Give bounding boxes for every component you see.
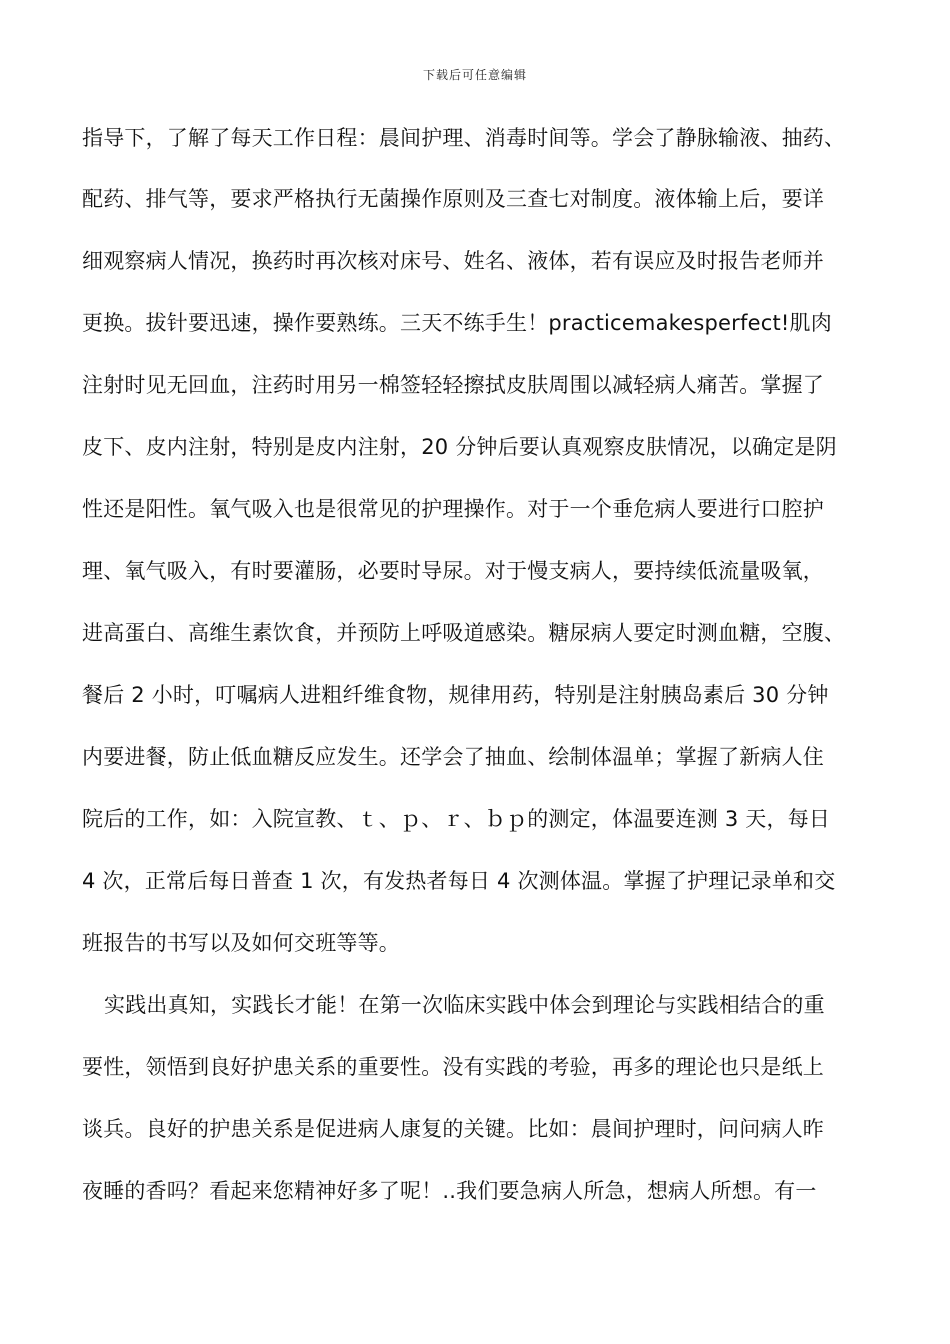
text-line: 皮下、皮内注射，特别是皮内注射，20 分钟后要认真观察皮肤情况，以确定是阴 <box>82 435 837 459</box>
text-line: 餐后 2 小时，叮嘱病人进粗纤维食物，规律用药，特别是注射胰岛素后 30 分钟 <box>82 683 829 707</box>
text-line: 院后的工作，如：入院宣教、ｔ、ｐ、ｒ、ｂｐ的测定，体温要连测 3 天，每日 <box>82 807 831 831</box>
text-line: 注射时见无回血，注药时用另一棉签轻轻擦拭皮肤周围以减轻病人痛苦。掌握了 <box>82 373 824 397</box>
text-line: 夜睡的香吗？看起来您精神好多了呢！..我们要急病人所急，想病人所想。有一 <box>82 1179 817 1203</box>
text-line: 要性，领悟到良好护患关系的重要性。没有实践的考验，再多的理论也只是纸上 <box>82 1055 824 1079</box>
text-line: 进高蛋白、高维生素饮食，并预防上呼吸道感染。糖尿病人要定时测血糖，空腹、 <box>82 621 846 645</box>
text-line: 指导下，了解了每天工作日程：晨间护理、消毒时间等。学会了静脉输液、抽药、 <box>82 126 846 150</box>
text-line: 更换。拔针要迅速，操作要熟练。三天不练手生！practicemakesperfect!肌肉 <box>82 311 832 335</box>
text-line: 班报告的书写以及如何交班等等。 <box>82 931 400 955</box>
text-line: 配药、排气等，要求严格执行无菌操作原则及三查七对制度。液体输上后，要详 <box>82 187 824 211</box>
page-header: 下载后可任意编辑 <box>422 68 527 82</box>
text-line: 实践出真知，实践长才能！在第一次临床实践中体会到理论与实践相结合的重 <box>104 993 825 1017</box>
text-line: 细观察病人情况，换药时再次核对床号、姓名、液体，若有误应及时报告老师并 <box>82 249 824 273</box>
text-line: 4 次，正常后每日普查 1 次，有发热者每日 4 次测体温。掌握了护理记录单和交 <box>82 869 836 893</box>
text-line: 性还是阳性。氧气吸入也是很常见的护理操作。对于一个垂危病人要进行口腔护 <box>82 497 824 521</box>
text-line: 谈兵。良好的护患关系是促进病人康复的关键。比如：晨间护理时，问问病人昨 <box>82 1117 824 1141</box>
text-line: 内要进餐，防止低血糖反应发生。还学会了抽血、绘制体温单；掌握了新病人住 <box>82 745 824 769</box>
text-line: 理、氧气吸入，有时要灌肠，必要时导尿。对于慢支病人，要持续低流量吸氧， <box>82 559 824 583</box>
